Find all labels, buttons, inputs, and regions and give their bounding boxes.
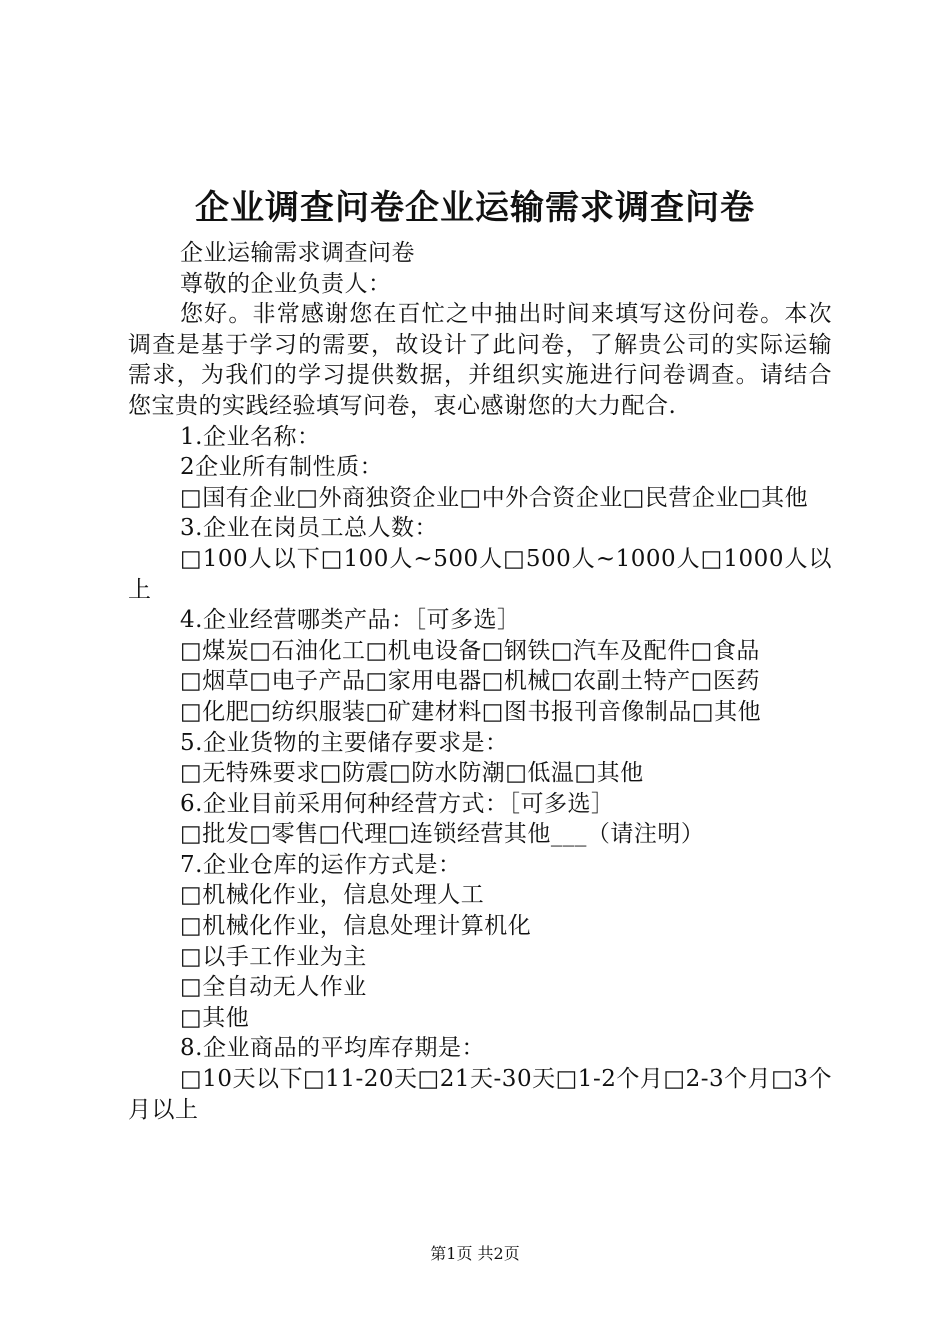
question-3: 3.企业在岗员工总人数： xyxy=(180,515,438,542)
page-footer: 第1页 共2页 xyxy=(430,1244,520,1263)
question-2: 2企业所有制性质： xyxy=(180,454,384,481)
question-8-options: □10天以下□11-20天□21天-30天□1-2个月□2-3个月□3个月以上 xyxy=(128,1066,832,1123)
question-4-options-row-2: □烟草□电子产品□家用电器□机械□农副土特产□医药 xyxy=(180,668,760,695)
question-7-option-4: □全自动无人作业 xyxy=(180,974,367,1001)
survey-heading: 企业运输需求调查问卷 xyxy=(180,240,415,266)
salutation: 尊敬的企业负责人： xyxy=(180,270,392,297)
intro-paragraph: 您好。非常感谢您在百忙之中抽出时间来填写这份问卷。本次调查是基于学习的需要，故设计了此问卷，了解贵公司的实际运输需求，为我们的学习提供数据，并组织实施进行问卷调查。请结合您宝贵的实践经验填写问卷，衷心感谢您的大力配合. xyxy=(128,301,832,419)
question-7-option-1: □机械化作业，信息处理人工 xyxy=(180,882,485,909)
document-body xyxy=(128,238,832,1125)
question-4-options-row-1: □煤炭□石油化工□机电设备□钢铁□汽车及配件□食品 xyxy=(180,637,760,664)
question-7-option-2: □机械化作业，信息处理计算机化 xyxy=(180,913,532,940)
question-6: 6.企业目前采用何种经营方式：［可多选］ xyxy=(180,790,615,817)
question-7-option-3: □以手工作业为主 xyxy=(180,943,367,970)
question-6-options: □批发□零售□代理□连锁经营其他___（请注明） xyxy=(180,821,705,848)
question-3-options: □100人以下□100人~500人□500人~1000人□1000人以上 xyxy=(128,545,832,603)
question-1: 1.企业名称： xyxy=(180,423,321,450)
question-2-options: □国有企业□外商独资企业□中外合资企业□民营企业□其他 xyxy=(180,484,809,511)
question-5-options: □无特殊要求□防震□防水防潮□低温□其他 xyxy=(180,760,644,787)
question-5: 5.企业货物的主要储存要求是： xyxy=(180,729,509,756)
question-4-options-row-3: □化肥□纺织服装□矿建材料□图书报刊音像制品□其他 xyxy=(180,698,762,725)
question-7: 7.企业仓库的运作方式是： xyxy=(180,851,462,878)
question-4: 4.企业经营哪类产品：［可多选］ xyxy=(180,607,521,634)
question-7-option-5: □其他 xyxy=(180,1004,250,1031)
question-8: 8.企业商品的平均库存期是： xyxy=(180,1035,485,1062)
document-title: 企业调查问卷企业运输需求调查问卷 xyxy=(195,188,755,228)
